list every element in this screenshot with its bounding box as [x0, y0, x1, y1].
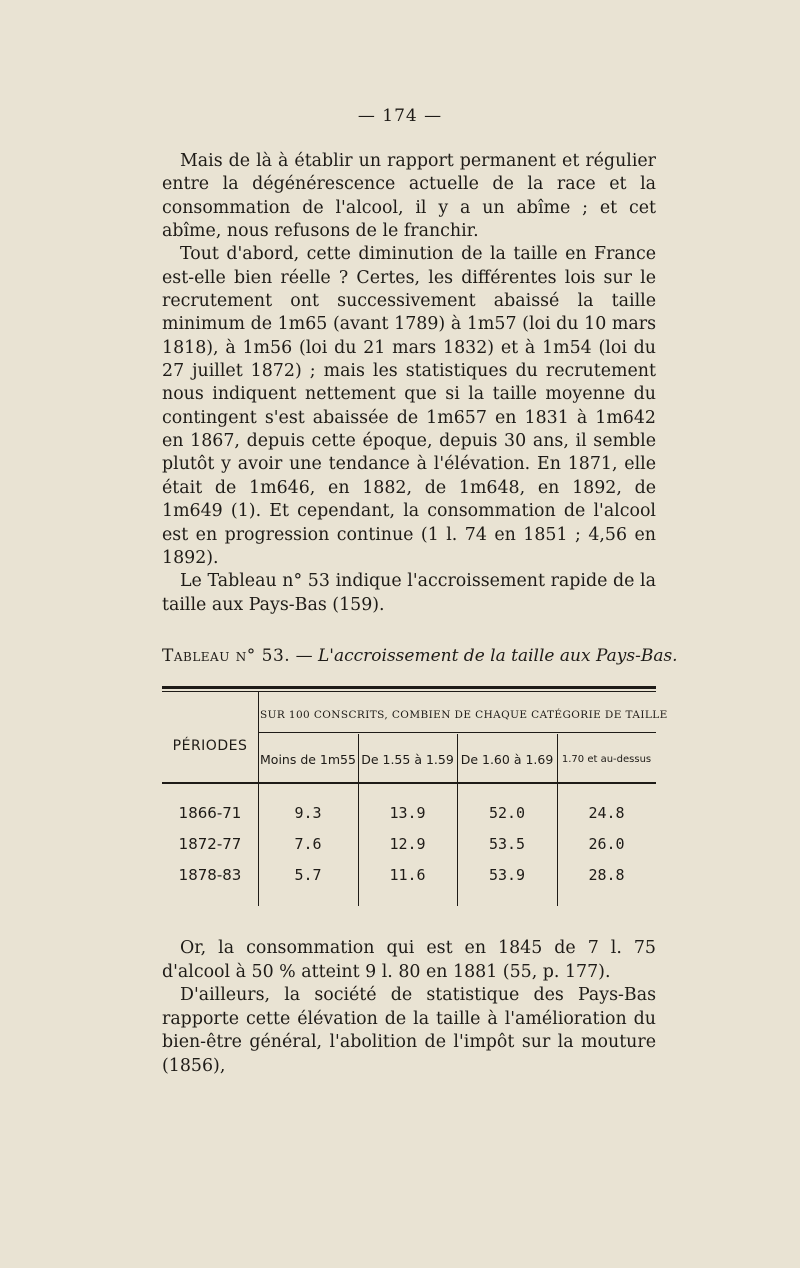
- group-header-rule: [258, 732, 656, 733]
- paragraph: Or, la consommation qui est en 1845 de 7 l. 75 d'alcool à 50 % atteint 9 l. 80 en 1881 (55, p. 177).: [162, 938, 656, 982]
- value-cell: 26.0: [588, 835, 625, 853]
- value-cell: 52.0: [488, 804, 526, 822]
- period-cell: 1878-83: [178, 866, 242, 884]
- body-text-after-table: [162, 937, 656, 1078]
- table-title: L'accroissement de la taille aux Pays-Bas.: [318, 646, 678, 666]
- period-cell: 1866-71: [178, 804, 242, 822]
- column-header: 1.70 et au-dessus: [561, 754, 652, 765]
- paragraph: Tout d'abord, cette diminution de la taille en France est-elle bien réelle ? Certes, les différentes lois sur le recrutement ont successivement abaissé la taille minimum de 1m65 (avant 1789) à 1m57 (loi du 10 mars 1818), à 1m56 (loi du 21 mars 1832) et à 1m54 (loi du 27 juillet 1872) ; mais les statistiques du recrutement nous indiquent nettement que si la taille moyenne du contingent s'est abaissée de 1m657 en 1831 à 1m642 en 1867, depuis cette époque, depuis 30 ans, il semble plutôt y avoir une tendance à l'élévation. En 1871, elle était de 1m646, en 1882, de 1m648, en 1892, de 1m649 (1). Et cependant, la consommation de l'alcool est en progression continue (1 l. 74 en 1851 ; 4,56 en 1892).: [162, 244, 656, 568]
- value-cell: 7.6: [294, 835, 322, 853]
- body-text: [162, 150, 656, 617]
- paragraph: D'ailleurs, la société de statistique des Pays-Bas rapporte cette élévation de la taille à l'amélioration du bien-être général, l'abolition de l'impôt sur la mouture (1856),: [162, 985, 656, 1076]
- value-cell: 53.5: [488, 835, 526, 853]
- value-cell: 13.9: [389, 804, 426, 822]
- value-cell: 9.3: [294, 804, 322, 822]
- group-header: SUR 100 CONSCRITS, COMBIEN DE CHAQUE CATÉGORIE DE TAILLE: [260, 709, 668, 721]
- period-cell: 1872-77: [178, 835, 242, 853]
- value-cell: 11.6: [389, 866, 426, 884]
- table-top-rule-thin: [162, 691, 656, 692]
- value-cell: 24.8: [588, 804, 625, 822]
- table-label: Tableau n° 53.: [162, 646, 291, 666]
- caption-dash: —: [290, 646, 318, 666]
- value-cell: 28.8: [588, 866, 625, 884]
- column-header: De 1.55 à 1.59: [361, 752, 454, 767]
- value-cell: 53.9: [488, 866, 526, 884]
- paragraph: Le Tableau n° 53 indique l'accroissement rapide de la taille aux Pays-Bas (159).: [162, 571, 656, 615]
- table-caption: [162, 646, 678, 666]
- periods-header: PÉRIODES: [172, 738, 248, 754]
- value-cell: 12.9: [389, 835, 426, 853]
- table-top-rule: [162, 686, 656, 689]
- header-bottom-rule: [162, 782, 656, 784]
- data-table: [162, 686, 668, 906]
- page-number: — 174 —: [357, 106, 443, 126]
- column-header: Moins de 1m55: [260, 752, 356, 767]
- value-cell: 5.7: [294, 866, 322, 884]
- column-header: De 1.60 à 1.69: [460, 752, 554, 767]
- paragraph: Mais de là à établir un rapport permanent et régulier entre la dégénérescence actuelle de la race et la consommation de l'alcool, il y a un abîme ; et cet abîme, nous refusons de le franchir.: [162, 151, 656, 242]
